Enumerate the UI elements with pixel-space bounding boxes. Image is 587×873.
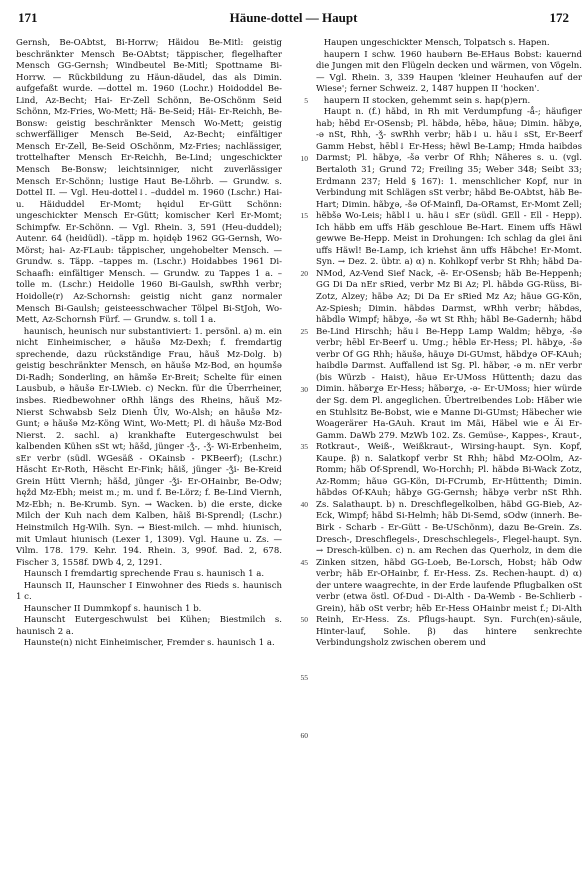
- entry-haupern-1: haupern I schw. 1960 haubǝrn Be-EHaus Bobst: kauernd die Jungen mit den Flügeln decken und wärmen, von Vögeln. — Vgl. Rhein. 3, 339 Haupen 'kleiner Heuhaufen auf der Wiese'; ferner Schweiz. 2, 1487 huppen II 'hocken'.: [316, 49, 582, 95]
- entry-haunscher-2: Haunscher II Dummkopf s. haunisch 1 b.: [23, 603, 202, 614]
- left-column: [16, 38, 282, 650]
- line-number: 40: [300, 500, 308, 509]
- entry-haunisch: haunisch, heunisch nur substantiviert: 1. persönl. a) m. ein nicht Einheimischer, ə hãušə Mz-Dexh; f. fremdartig sprechende, dazu rückständige Frau, hãuš Mz-Dolg. b) geistig beschränkter Mensch, ən hãušə Mz-Bod, ən hǫumšə Di-Radh; Sonderling, ən hãmšə Er-Breit; Schelte für einen Lausbub, ə hãušə Er-LWieb. c) Neckn. für die Überrheiner, insbes. Riedbewohner oRhh längs des Rheins, hãuš Mz-Nierst Schwabsb Selz Dienh Ülv, Wo-Alsh; ən hãušə Mz-Gunt; ə hãušə Mz-Köng Wint, Wo-Mett; Pl. di hãušə Mz-Bod Nierst. 2. sachl. a) krankhafte Eutergeschwulst bei kalbenden Kühen sSt wt; hãšd, jünger -ǯ-, -ǯ- Wi-Erbenheim, sEr verbr (südl. WGesäß - OKainsb - PKBeerf); (Lschr.) Häscht Er-Roth, Hëscht Er-Fink; hãiš, jünger -ǯi- Be-Kreid Grein Hütt Viernh; hãšd, jünger -ǯi- Er-OHainbr, Be-Odw; hęžd Mz-Ebh; meist m.; m. und f. Be-Lörz; f. Be-Lind Viernh, Mz-Ebh; n. Be-Krumb. Syn. → Wacken. b) die erste, dicke Milch der Kuh nach dem Kalben, hãiš Bi-Sprendl; (Lschr.) Heinstmilch Hg-Wilh. Syn. → Biest-milch. — mhd. hiunisch, mit Umlaut hiunisch (Lexer 1, 1309). Vgl. Haune u. Zs. — Vilm. 178. 179. Kehr. 194. Rhein. 3, 990f. Bad. 2, 678. Fischer 3, 1558f. DWb 4, 2, 1291.: [16, 326, 282, 568]
- entry-haunsch-2: Haunsch II, Haunscher I Einwohner des Rieds s. haunisch 1 c.: [16, 580, 282, 603]
- entry-haunsch-1: Haunsch I fremdartig sprechende Frau s. haunisch 1 a.: [23, 569, 265, 580]
- line-number: 15: [300, 211, 308, 220]
- running-title: Häune-dottel — Haupt: [229, 10, 358, 25]
- right-column: [316, 38, 582, 650]
- entry-dottel: Gernsh, Be-OAbtst, Bi-Horrw; Häidou Be-Mitl: geistig beschränkter Mensch Be-OAbtst; täppischer, flegelhafter Mensch GG-Gernsh; Windbeutel Be-Mitl; Spottname Bi-Horrw. — Rückbildung zu Häun-däudel, das als Dimin. aufgefaßt wurde. —dottel m. 1960 (Lochr.) Hoidoddel Be-Lind, Az-Becht; Hai- Er-Zell Schönn, Be-OSchönm Seid Schönn, Mz-Fries, Wo-Mett; Hä- Be-Seid; Häi- Er-Reichh, Be-Bonsw: geistig beschränkter Mensch Wo-Mett; geistig schwerfälliger Mensch Be-Seid, Az-Becht; einfältiger Mensch Er-Zell, Be-Seid OSchönm, Mz-Fries; nachlässiger, trottelhafter Mensch Er-Reichh, Be-Lind; ungeschickter Mensch Be-Bonsw; leichtsinniger, nicht zuverlässiger Mensch Er-Schönn; lustige Haut Be-Löhrb. — Grundw. s. Dottel II. — Vgl. Heu-dottel↓. –duddel m. 1960 (Lschr.) Hai- u. Häiduddel Er-Momt; hęidul Er-Gütt Schönn: ungeschickter Mensch Er-Gütt; komischer Kerl Er-Momt; Schimpfw. Er-Schönn. — Vgl. Rhein. 3, 591 (Heu-duddel); Autenr. 64 (heidüdl). –täpp m. hǫidęb 1962 GG-Gernsh, Wo-Mörst; hai- Az-FLaub: täppischer, ungehobelter Mensch. — Grundw. s. Täpp. –tappes m. (Lschr.) Hoidabbes 1961 Di-Schaafh: einfältiger Mensch. — Grundw. zu Tappes 1 a. –tolle m. (Lschr.) Heidolle 1960 Bi-Gaulsh, swRhh verbr; Hoidolle(r) Az-Schornsh: geistig nicht ganz normaler Mensch Bi-Gaulsh; geisteesschwacher Tölpel Bi-StJoh, Wo-Mett, Az-Schornsh Fürf. — Grundw. s. toll 1 a.: [16, 38, 282, 326]
- page-number-right: 172: [549, 10, 569, 25]
- entry-haunscht: Haunscht Eutergeschwulst bei Kühen; Biestmilch s. haunisch 2 a.: [16, 615, 282, 637]
- line-number: 30: [300, 385, 308, 394]
- page-header: [18, 10, 569, 26]
- entry-haunsten: Haunste(n) nicht Einheimischer, Fremder s. haunisch 1 a.: [23, 638, 275, 649]
- line-number: 35: [300, 442, 308, 451]
- line-number: 60: [300, 731, 308, 740]
- line-number: 45: [300, 558, 308, 567]
- line-number: 50: [300, 615, 308, 624]
- entry-haupt: Haupt n. (f.) hãbd, in Rh mit Verdumpfung -ǻ-; häufiger hab; hēbd Er-OSensb; Pl. hãbdə, hēbə, hãuə; Dimin. hãbχǝ, -ǝ nSt, Rhh, -ǯ- swRhh verbr; hãb↓ u. hãu↓ sSt, Er-Beerf Gamm Hebst, hēbl↓ Er-Hess; hẽwl Be-Lamp; Hmda haibdǝs Darmst; Pl. hãbχǝ, -šǝ verbr Of Rhh; Näheres s. u. (vgl. Bertaloth 31; Grund 72; Freiling 35; Weber 348; Seibt 33; Erdmann 237; Held § 167): 1. menschlicher Kopf, nur in Verbindung mit Schlägen sSt verbr; hãbd Be-OAbtst, hãb Be-Hart; Dimin. hãbχǝ, -šǝ Of-Mainfl, Da-ORamst, Er-Momt Zell; hẽbšǝ Wo-Leis; hãbl↓ u. hãu↓ sEr (südl. GEll - Ell - Hepp). Ich häbb em uffs Häb geschloue Be-Hart. Einem uffs Häwl gewwe Be-Hepp. Meist in Drohungen: Ich schlag da glei äni uffs Häwl! Be-Lamp, ich kriehst änn uffs Häbche! Er-Momt. Syn. → Dez. 2. übtr. a) α) n. Kohlkopf verbr St Rhh; hãbd Da-NMod, Az-Vend Sief Nack, -ẽ- Er-OSensb; hãb Be-Heppenh; GG Di Da nEr sRied, verbr Mz Bi Az; Pl. hãbdǝ GG-Rüss, Bi-Zotz, Alzey; hãbə Az; Di Da Er sRied Mz Az; hãuǝ GG-Kön, Az-Spiesh; Dimin. hãbdǝs Darmst, wRhh verbr; hãbdǝs, hãbdlǝ Wimpf; hãbχǝ, -šǝ wt St Rhh; hãbl Be-Gadernh; hãbd Be-Lind Hirschh; hãu↓ Be-Hepp Lamp Waldm; hẽbχǝ, -šǝ verbr; hēbl Er-Beerf u. Umg.; hēblǝ Er-Hess; Pl. hãbχǝ, -šǝ verbr Of GG Rhh; hãušǝ, hãuχǝ Di-GUmst, hãbdχǝ OF-KAuh; haibdlǝ Darmst. Auffallend ist Sg. Pl. hãbǝr, -ǝ m. nEr verbr (bis Würzb - Haist), hãuǝ Er-UMoss Hüttenth; dazu das Dimin. hãbǝrχǝ Er-Hess; hãbǝrχǝ, -ǝ- Er-UMoss; hier würde der Sg. dem Pl. angeglichen. Übertreibendes Lob: Häber wie en Stuhlsitz Be-Bobst, wie e Manne Di-GUmst; Häbecher wie Woagerärer Ha-GAuh. Kraut im Mäi, Häbel wie e Äi Er-Gamm. DaWb 279. MzWb 102. Zs. Gemüse-, Kappes-, Kraut-, Rotkraut-, Weiß-, Weißkraut-, Wirsing-haupt. Syn. Kopf, Kaupe. β) n. Salatkopf verbr St Rhh; hãbd Mz-OOlm, Az-Romm; hãb Of-Sprendl, Wo-Horchh; Pl. hãbdǝ Bi-Wack Zotz, Az-Romm; hãuǝ GG-Kön, Di-FCrumb, Er-Hüttenth; Dimin. hãbdǝs Of-KAuh; hãbχǝ GG-Gernsh; hãbχǝ verbr nSt Rhh. Zs. Salathaupt. b) n. Dreschflegelkolben, hãbd GG-Bieb, Az-Eck, Wimpf; hãbd Si-Helmh; hãb Di-Semd, sOdw (innerh. Be-Birk - Scharb - Er-Gütt - Be-USchönm), dazu Be-Grein. Zs. Dresch-, Dreschflegels-, Dreschschlegels-, Flegel-haupt. Syn. → Dresch-külben. c) n. am Rechen das Querholz, in dem die Zinken sitzen, hãbd GG-Loeb, Be-Lorsch, Hobst; hãb Odw verbr; hãb Er-OHainbr, f. Er-Hess. Zs. Rechen-haupt. d) α) der untere waagrechte, in der Erde laufende Pflugbalken oSt verbr (etwa östl. Of-Dud - Di-Alth - Da-Wemb - Be-Schlierb - Grein), hãb oSt verbr; hēb Er-Hess OHainbr meist f.; Di-Alth Reinh, Er-Hess. Zs. Pflugs-haupt. Syn. Furch(en)-säule, Hinter-lauf, Sohle. β) das hintere senkrechte Verbindungsholz zwischen oberem und: [316, 107, 582, 649]
- line-number: 5: [304, 96, 308, 105]
- entry-haupern-2: haupern II stocken, gehemmt sein s. hap(p)ern.: [323, 95, 531, 106]
- line-number: 25: [300, 327, 308, 336]
- line-number: 10: [300, 154, 308, 163]
- line-number: 20: [300, 269, 308, 278]
- entry-haupen: Haupen ungeschickter Mensch, Tolpatsch s. Hapen.: [323, 38, 550, 48]
- page-number-left: 171: [18, 10, 38, 25]
- line-number: 55: [300, 673, 308, 682]
